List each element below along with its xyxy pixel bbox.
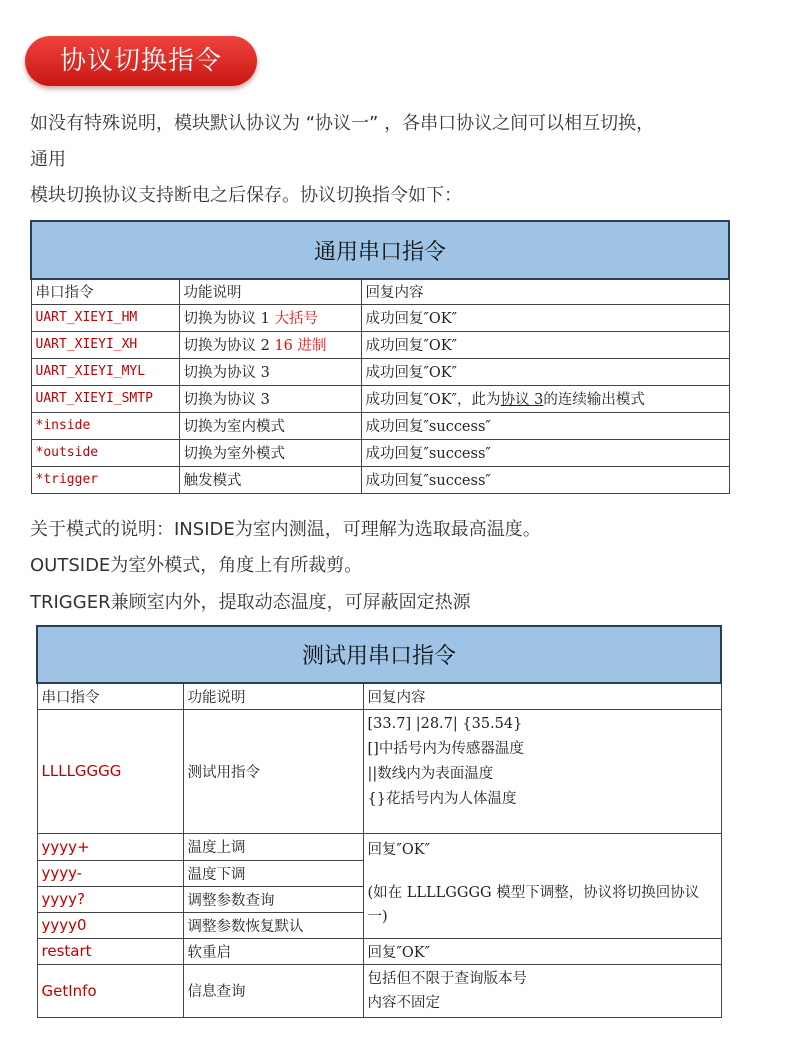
- intro-line-1: 如没有特殊说明，模块默认协议为 “协议一” ，各串口协议之间可以相互切换，: [30, 113, 655, 134]
- function-cell: 触发模式: [179, 466, 361, 493]
- header-cmd: 串口指令: [37, 683, 183, 709]
- command-cell: *inside: [31, 412, 179, 439]
- function-cell: 温度下调: [183, 860, 363, 886]
- command-cell: UART_XIEYI_SMTP: [31, 385, 179, 412]
- table-row: [31, 358, 729, 385]
- function-note: 大括号: [274, 311, 318, 327]
- header-cmd: 串口指令: [31, 279, 179, 304]
- reply-cell: 成功回复″success″: [361, 412, 729, 439]
- function-cell: [179, 331, 361, 358]
- command-cell: yyyy?: [37, 886, 183, 912]
- reply-line: [33.7] |28.7| {35.54}: [367, 715, 523, 732]
- test-command-table: [36, 625, 722, 1018]
- function-cell: 测试用指令: [183, 709, 363, 833]
- general-table-title: 通用串口指令: [31, 221, 729, 279]
- function-cell: 切换为协议 3: [179, 358, 361, 385]
- reply-line: []中括号内为传感器温度: [367, 740, 524, 757]
- command-cell: GetInfo: [37, 964, 183, 1017]
- function-note: 16 进制: [274, 338, 327, 354]
- table-row: [31, 466, 729, 493]
- general-command-table: [30, 220, 730, 494]
- function-cell: 切换为室外模式: [179, 439, 361, 466]
- function-cell: 调整参数恢复默认: [183, 912, 363, 938]
- function-cell: 信息查询: [183, 964, 363, 1017]
- command-cell: *trigger: [31, 466, 179, 493]
- reply-cell: 成功回复″OK″: [361, 331, 729, 358]
- reply-line: 内容不固定: [367, 994, 440, 1011]
- command-cell: restart: [37, 938, 183, 964]
- function-cell: 切换为协议 3: [179, 385, 361, 412]
- reply-cell: 回复″OK″: [363, 938, 721, 964]
- reply-cell: 成功回复″OK″: [361, 304, 729, 331]
- table-row: [31, 331, 729, 358]
- command-cell: yyyy0: [37, 912, 183, 938]
- header-func: 功能说明: [183, 683, 363, 709]
- command-cell: yyyy-: [37, 860, 183, 886]
- reply-cell: [363, 833, 721, 938]
- command-cell: yyyy+: [37, 833, 183, 860]
- table-row: [37, 938, 721, 964]
- table-row: [31, 412, 729, 439]
- header-reply: 回复内容: [361, 279, 729, 304]
- reply-line: 包括但不限于查询版本号: [367, 970, 527, 987]
- header-reply: 回复内容: [363, 683, 721, 709]
- reply-cell: 成功回复″OK″: [361, 358, 729, 385]
- intro-line-2: 通用: [30, 149, 66, 170]
- function-text: 切换为协议 2: [183, 338, 270, 354]
- header-func: 功能说明: [179, 279, 361, 304]
- mode-note-1: 关于模式的说明：INSIDE为室内测温，可理解为选取最高温度。: [30, 519, 541, 540]
- table-row: [31, 385, 729, 412]
- function-cell: 温度上调: [183, 833, 363, 860]
- function-text: 切换为协议 1: [183, 311, 270, 327]
- reply-line: ||数线内为表面温度: [367, 765, 494, 782]
- reply-text: 成功回复″OK″，此为: [365, 392, 501, 408]
- intro-line-3: 模块切换协议支持断电之后保存。协议切换指令如下：: [30, 185, 462, 206]
- table-row: [37, 709, 721, 833]
- reply-cell: 成功回复″success″: [361, 439, 729, 466]
- reply-tail: 的连续输出模式: [543, 392, 645, 408]
- function-cell: [179, 304, 361, 331]
- command-cell: UART_XIEYI_HM: [31, 304, 179, 331]
- reply-cell: [363, 964, 721, 1017]
- section-title-banner: 协议切换指令: [25, 36, 257, 86]
- test-table-header: [37, 683, 721, 709]
- table-row: [31, 439, 729, 466]
- command-cell: LLLLGGGG: [37, 709, 183, 833]
- mode-note-2: OUTSIDE为室外模式，角度上有所裁剪。: [30, 555, 363, 576]
- reply-underlined: 协议 3: [500, 392, 544, 408]
- general-table-header: [31, 279, 729, 304]
- mode-note-3: TRIGGER兼顾室内外，提取动态温度，可屏蔽固定热源: [30, 592, 471, 613]
- reply-cell: 成功回复″success″: [361, 466, 729, 493]
- adjust-reply: 回复″OK″: [367, 841, 431, 858]
- command-cell: UART_XIEYI_MYL: [31, 358, 179, 385]
- reply-cell: [363, 709, 721, 833]
- command-cell: UART_XIEYI_XH: [31, 331, 179, 358]
- reply-line: {}花括号内为人体温度: [367, 790, 517, 807]
- reply-cell: [361, 385, 729, 412]
- table-row: [31, 304, 729, 331]
- command-cell: *outside: [31, 439, 179, 466]
- function-cell: 软重启: [183, 938, 363, 964]
- function-cell: 调整参数查询: [183, 886, 363, 912]
- test-table-title: 测试用串口指令: [37, 626, 721, 683]
- table-row: [37, 833, 721, 860]
- adjust-note: (如在 LLLLGGGG 模型下调整，协议将切换回协议一): [367, 884, 700, 925]
- function-cell: 切换为室内模式: [179, 412, 361, 439]
- table-row: [37, 964, 721, 1017]
